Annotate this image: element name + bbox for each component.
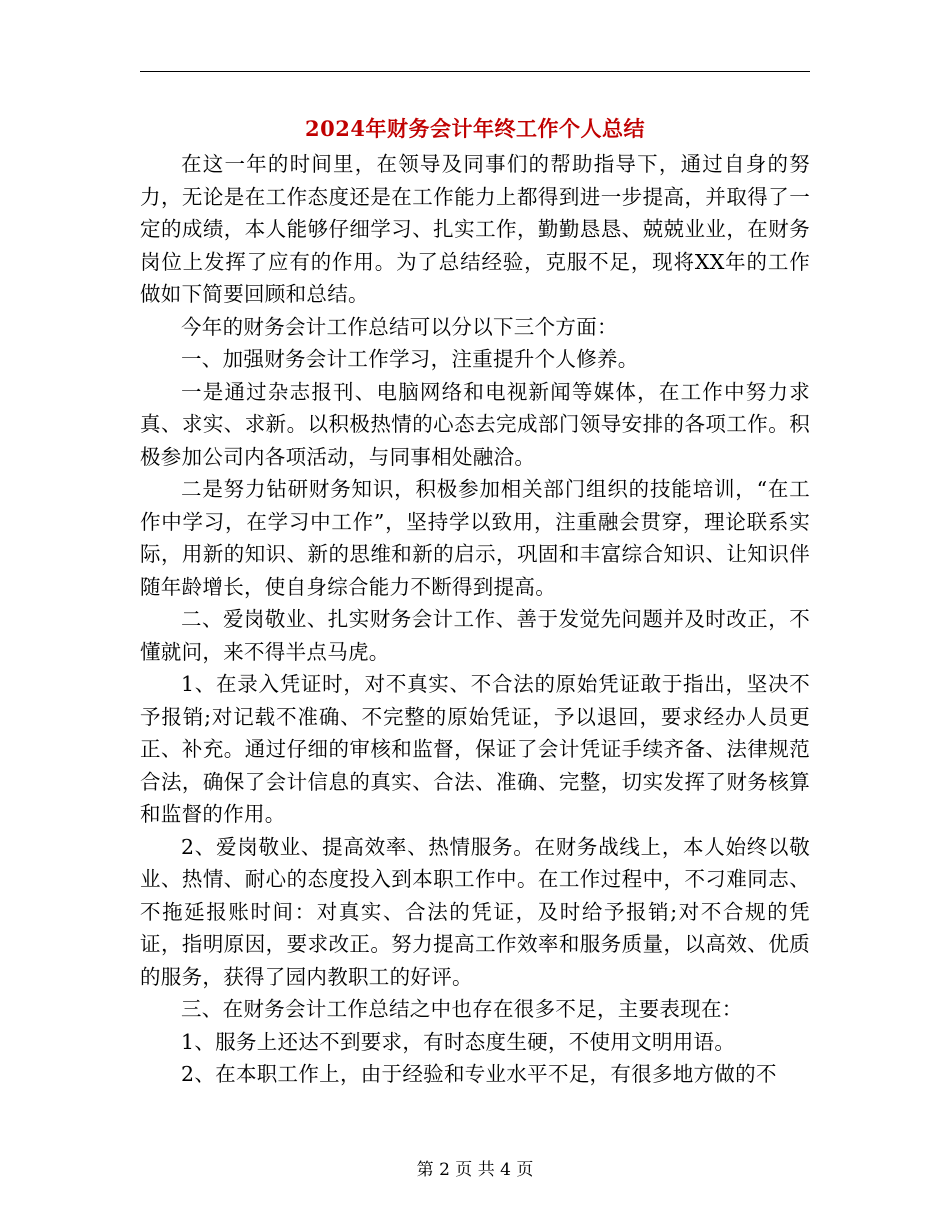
- paragraph-point-2-1: 1、在录入凭证时，对不真实、不合法的原始凭证敢于指出，坚决不予报销;对记载不准确、不完整的原始凭证，予以退回，要求经办人员更正、补充。通过仔细的审核和监督，保证了会计凭证手续齐备、法律规范合法，确保了会计信息的真实、合法、准确、完整，切实发挥了财务核算和监督的作用。: [140, 672, 810, 826]
- paragraph-intro: 在这一年的时间里，在领导及同事们的帮助指导下，通过自身的努力，无论是在工作态度还是在工作能力上都得到进一步提高，并取得了一定的成绩，本人能够仔细学习、扎实工作，勤勤恳恳、兢兢业业，在财务岗位上发挥了应有的作用。为了总结经验，克服不足，现将XX年的工作做如下简要回顾和总结。: [140, 152, 810, 306]
- header-rule: [140, 71, 810, 72]
- section-heading-1: 一、加强财务会计工作学习，注重提升个人修养。: [181, 347, 639, 371]
- section-heading-3: 三、在财务会计工作总结之中也存在很多不足，主要表现在：: [181, 997, 743, 1021]
- paragraph-point-2-2: 2、爱岗敬业、提高效率、热情服务。在财务战线上，本人始终以敬业、热情、耐心的态度投入到本职工作中。在工作过程中，不刁难同志、不拖延报账时间：对真实、合法的凭证，及时给予报销;对不合规的凭证，指明原因，要求改正。努力提高工作效率和服务质量，以高效、优质的服务，获得了园内教职工的好评。: [140, 834, 810, 989]
- paragraph-point-3-1: 1、服务上还达不到要求，有时态度生硬，不使用文明用语。: [181, 1029, 736, 1054]
- paragraph-point-3-2: 2、在本职工作上，由于经验和专业水平不足，有很多地方做的不: [181, 1062, 777, 1086]
- paragraph-overview: 今年的财务会计工作总结可以分以下三个方面：: [181, 314, 618, 339]
- paragraph-point-1a: 一是通过杂志报刊、电脑网络和电视新闻等媒体，在工作中努力求真、求实、求新。以积极热情的心态去完成部门领导安排的各项工作。积极参加公司内各项活动，与同事相处融洽。: [140, 379, 810, 469]
- paragraph-point-1b: 二是努力钻研财务知识，积极参加相关部门组织的技能培训，“在工作中学习，在学习中工作”，坚持学以致用，注重融会贯穿，理论联系实际，用新的知识、新的思维和新的启示，巩固和丰富综合知识、让知识伴随年龄增长，使自身综合能力不断得到提高。: [140, 477, 810, 599]
- section-heading-2: 二、爱岗敬业、扎实财务会计工作、善于发觉先问题并及时改正，不懂就问，来不得半点马虎。: [140, 607, 810, 664]
- page-number-footer: 第 2 页 共 4 页: [416, 1160, 534, 1180]
- document-title: 2024年财务会计年终工作个人总结: [305, 116, 645, 141]
- document-body: [140, 148, 810, 1091]
